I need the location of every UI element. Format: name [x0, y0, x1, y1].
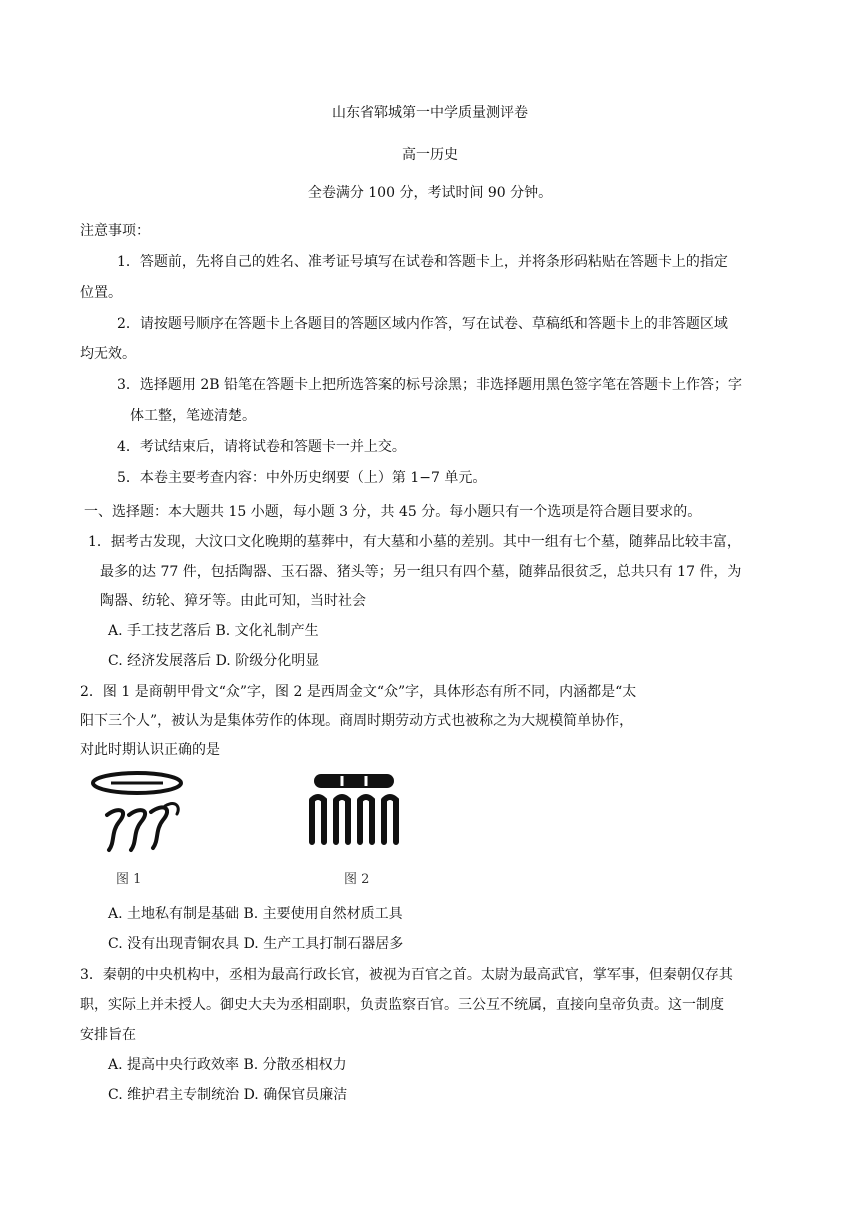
question-3-line-3: 安排旨在	[80, 1027, 136, 1043]
question-3-options-ab: A. 提高中央行政效率 B. 分散丞相权力	[108, 1057, 347, 1073]
notes-item-2: 2．请按题号顺序在答题卡上各题目的答题区域内作答，写在试卷、草稿纸和答题卡上的非答题区域	[117, 316, 728, 332]
question-1-line-2: 最多的达 77 件，包括陶器、玉石器、猪头等；另一组只有四个墓，随葬品很贫乏，总共只有 17 件，为	[100, 564, 742, 580]
question-2-options-ab: A. 土地私有制是基础 B. 主要使用自然材质工具	[108, 906, 403, 922]
question-2-options-cd: C. 没有出现青铜农具 D. 生产工具打制石器居多	[108, 936, 404, 952]
figure-2-caption: 图 2	[344, 872, 370, 887]
notes-item-3: 3．选择题用 2B 铅笔在答题卡上把所选答案的标号涂黑；非选择题用黑色签字笔在答题卡上作答；字	[117, 377, 743, 393]
question-3-line-2: 职，实际上并未授人。御史大夫为丞相副职，负责监察百官。三公互不统属，直接向皇帝负责。这一制度	[80, 997, 724, 1013]
question-2-line-3: 对此时期认识正确的是	[80, 742, 220, 758]
exam-info: 全卷满分 100 分，考试时间 90 分钟。	[307, 185, 553, 201]
figure-1-oracle-character	[85, 770, 195, 855]
notes-item-1: 1．答题前，先将自己的姓名、准考证号填写在试卷和答题卡上，并将条形码粘贴在答题卡上的指定	[117, 254, 728, 270]
question-3-line-1: 3．秦朝的中央机构中，丞相为最高行政长官，被视为百官之首。太尉为最高武官，掌军事，但秦朝仅存其	[80, 967, 733, 983]
question-1-line-3: 陶器、纺轮、獐牙等。由此可知，当时社会	[100, 593, 366, 609]
question-1-options-cd: C. 经济发展落后 D. 阶级分化明显	[108, 653, 320, 669]
notes-item-5: 5．本卷主要考查内容：中外历史纲要（上）第 1−7 单元。	[117, 470, 487, 486]
notes-title: 注意事项：	[80, 223, 150, 239]
section-heading: 一、选择题：本大题共 15 小题，每小题 3 分，共 45 分。每小题只有一个选项是符合题目要求的。	[84, 504, 702, 520]
question-1-options-ab: A. 手工技艺落后 B. 文化礼制产生	[108, 623, 319, 639]
exam-subject: 高一历史	[402, 147, 458, 163]
notes-item-1-cont: 位置。	[80, 285, 122, 301]
oracle-character-drawing	[85, 770, 195, 855]
notes-item-3-cont: 体工整，笔迹清楚。	[130, 408, 256, 424]
notes-item-2-cont: 均无效。	[80, 346, 136, 362]
question-3-options-cd: C. 维护君主专制统治 D. 确保官员廉洁	[108, 1087, 348, 1103]
question-1-line-1: 1．据考古发现，大汶口文化晚期的墓葬中，有大墓和小墓的差别。其中一组有七个墓，随葬品比较丰富，	[88, 534, 741, 550]
question-2-line-1: 2．图 1 是商朝甲骨文“众”字，图 2 是西周金文“众”字，具体形态有所不同，内涵都是“太	[80, 684, 637, 700]
figure-1-caption: 图 1	[116, 872, 142, 887]
question-2-line-2: 阳下三个人”，被认为是集体劳作的体现。商周时期劳动方式也被称之为大规模简单协作，	[80, 713, 634, 729]
notes-item-4: 4．考试结束后，请将试卷和答题卡一并上交。	[117, 439, 406, 455]
bronze-character-drawing	[306, 772, 406, 852]
figure-2-bronze-character	[306, 772, 406, 852]
exam-school-title: 山东省郓城第一中学质量测评卷	[332, 105, 528, 121]
